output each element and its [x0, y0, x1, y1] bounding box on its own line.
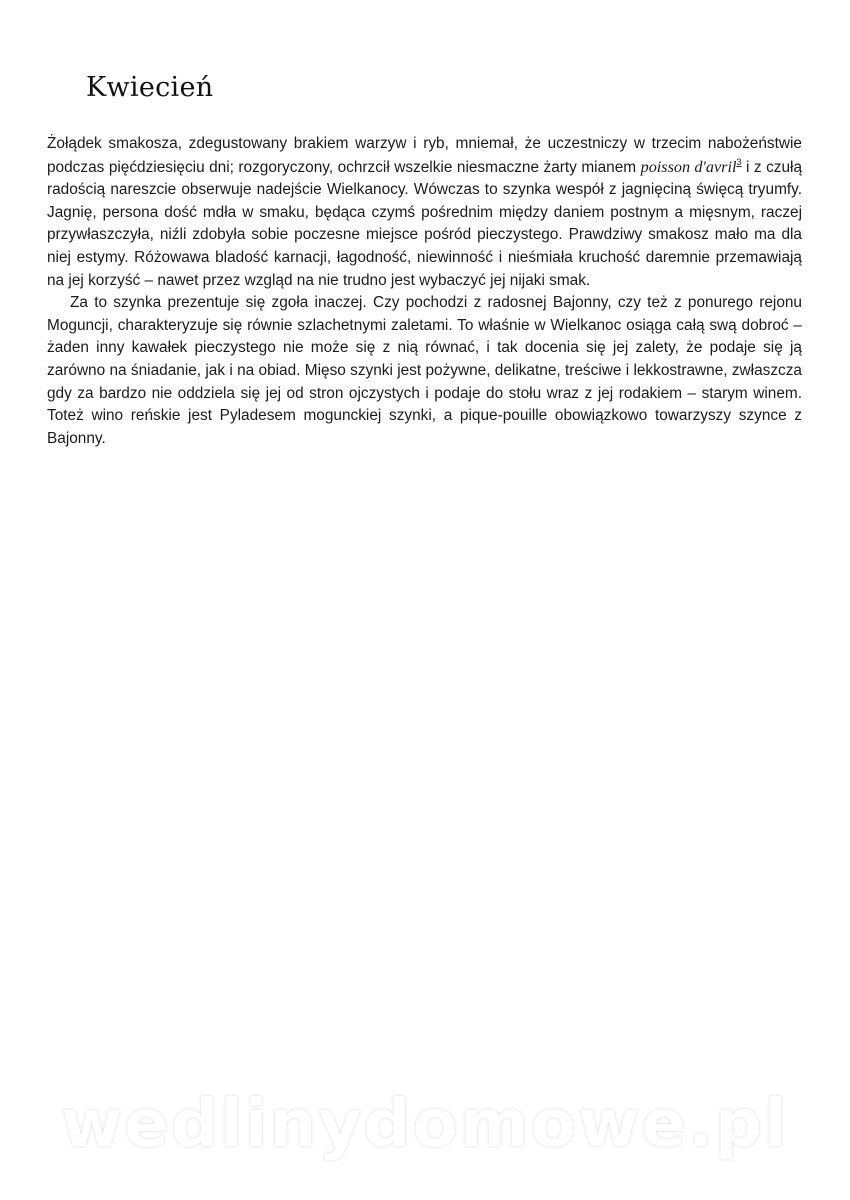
- italic-phrase: poisson d'avril: [640, 157, 737, 176]
- paragraph-1: [47, 133, 802, 292]
- paragraph-1-continuation: i z czułą radością nareszcie obserwuje nadejście Wielkanocy. Wówczas to szynka wespół z jagnięciną święcą tryumfy. Jagnię, persona dość mdła w smaku, będąca czymś pośrednim między daniem postnym a mięsnym, raczej przywłaszczyła, niźli zdobyła sobie poczesne miejsce pośród pieczystego. Prawdziwy smakosz mało ma dla niej estymy. Różowawa bladość karnacji, łagodność, niewinność i nieśmiała kruchość daremnie przemawiają na jej korzyść – nawet przez wzgląd na nie trudno jest wybaczyć jej nijaki smak.: [47, 158, 803, 289]
- paragraph-1-text: Żołądek smakosza, zdegustowany brakiem warzyw i ryb, mniemał, że uczestniczy w trzecim nabożeństwie podczas pięćdziesięciu dni; rozgoryczony, ochrzcił wszelkie niesmaczne żarty mianem: [47, 135, 802, 176]
- paragraph-2: Za to szynka prezentuje się zgoła inaczej. Czy pochodzi z radosnej Bajonny, czy też z ponurego rejonu Moguncji, charakteryzuje się równie szlachetnymi zaletami. To właśnie w Wielkanoc osiąga całą swą dobroć – żaden inny kawałek pieczystego nie może się z nią równać, i tak docenia się jej zalety, że podaje się ją zarówno na śniadanie, jak i na obiad. Mięso szynki jest pożywne, delikatne, treściwe i lekkostrawne, zwłaszcza gdy za bardzo nie oddziela się jej od stron ojczystych i podaje do stołu wraz z jej rodakiem – starym winem. Toteż wino reńskie jest Pyladesem mogunckiej szynki, a pique-pouille obowiązkowo towarzyszy szynce z Bajonny.: [47, 294, 802, 447]
- chapter-title: Kwiecień: [86, 72, 214, 103]
- footnote-ref-link[interactable]: 3: [736, 156, 742, 167]
- document-body: [47, 133, 802, 450]
- watermark: wedlinydomowe.pl: [61, 1085, 789, 1162]
